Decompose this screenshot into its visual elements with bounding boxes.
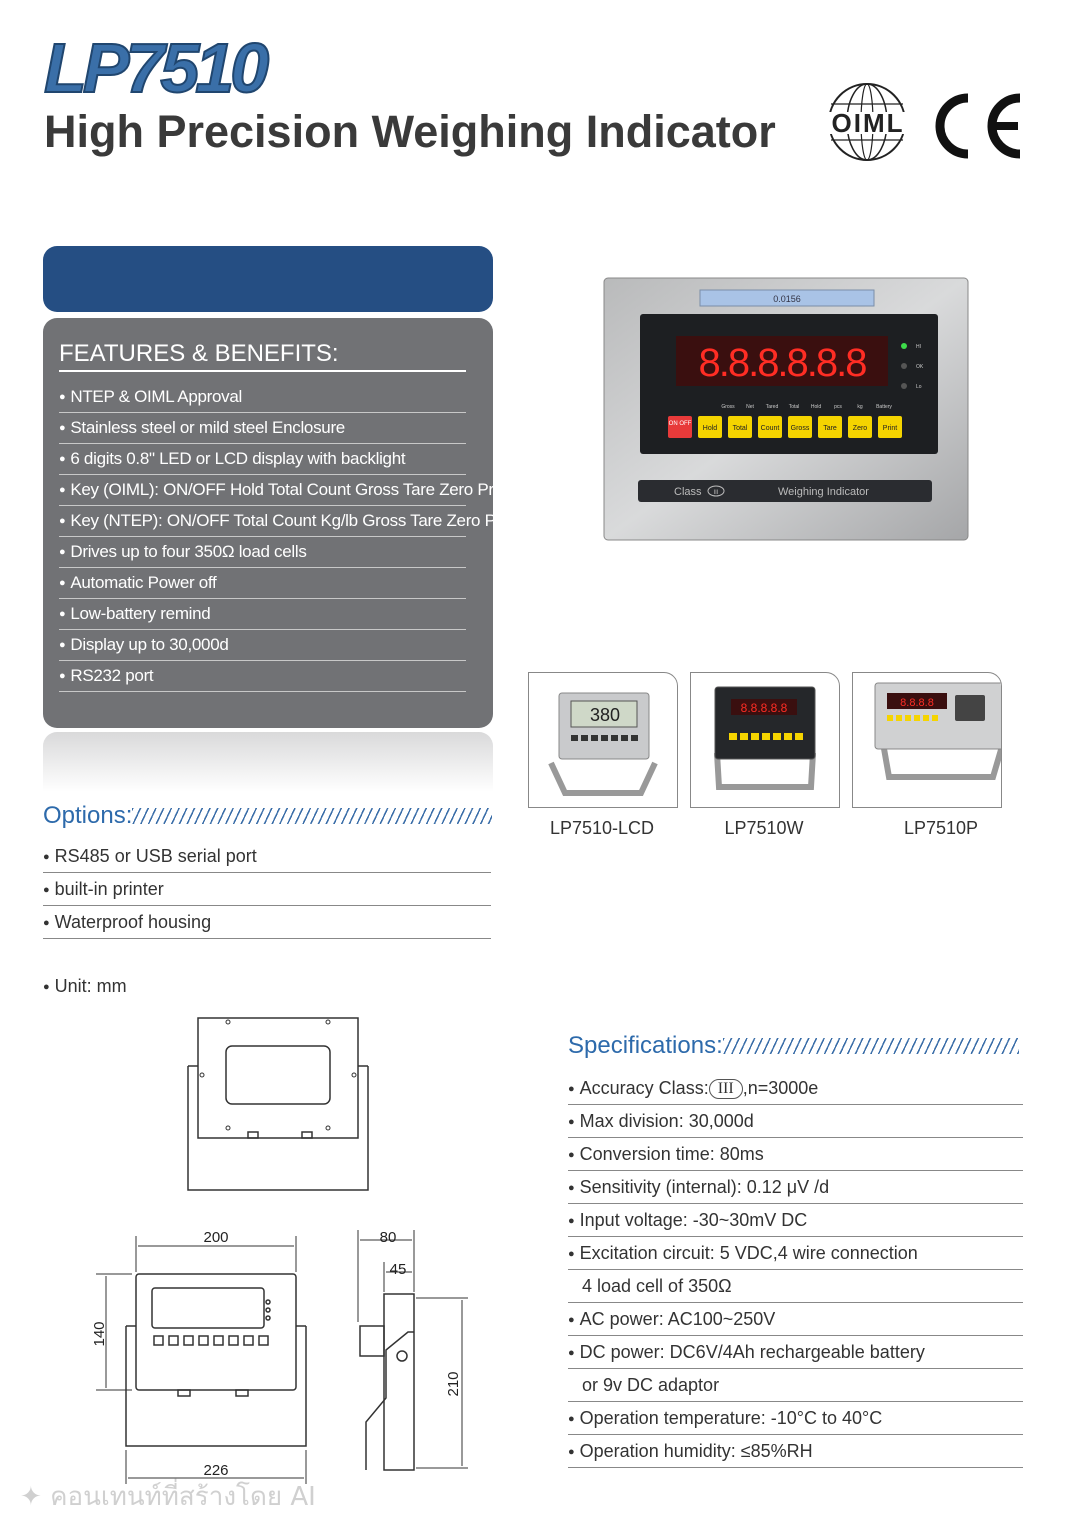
feature-item: ● Stainless steel or mild steel Enclosure <box>59 413 466 444</box>
variant-lcd-display: 380 <box>589 705 621 725</box>
indicator-label: Total <box>788 404 800 410</box>
option-item: ● RS485 or USB serial port <box>43 840 491 873</box>
specs-header <box>568 1032 1023 1066</box>
indicator-label: Tared <box>765 404 779 410</box>
oiml-logo <box>822 82 916 162</box>
spec-item: ● Excitation circuit: 5 VDC,4 wire connection <box>568 1237 1023 1270</box>
model-title: LP7510 <box>44 29 266 107</box>
dim-height: 140 <box>91 1321 108 1347</box>
lcd-strip-text: 0.0156 <box>773 294 801 304</box>
spec-item: ● AC power: AC100~250V <box>568 1303 1023 1336</box>
spec-item: ● DC power: DC6V/4Ah rechargeable battery <box>568 1336 1023 1369</box>
feature-item: ● NTEP & OIML Approval <box>59 382 466 413</box>
on-off-button[interactable] <box>668 416 692 438</box>
variant-p-image <box>853 673 1002 807</box>
indicator-label: Gross <box>721 404 735 410</box>
gross-label: Gross <box>790 425 810 432</box>
options-list <box>43 840 491 939</box>
oiml-text: OIML <box>831 108 905 138</box>
specs-list <box>568 1072 1023 1468</box>
features-title: FEATURES & BENEFITS: <box>59 340 466 372</box>
led-lo <box>901 383 907 389</box>
option-item: ● built-in printer <box>43 873 491 906</box>
indicator-label: Hold <box>810 404 822 410</box>
indicator-label: kg <box>857 404 863 410</box>
variant-w-card <box>690 672 840 808</box>
feature-item: ● Drives up to four 350Ω load cells <box>59 537 466 568</box>
panel-reflection <box>43 732 493 792</box>
led-ok <box>901 363 907 369</box>
feature-item: ● 6 digits 0.8" LED or LCD display with backlight <box>59 444 466 475</box>
variant-label: LP7510W <box>724 818 804 838</box>
spec-item: ● Max division: 30,000d <box>568 1105 1023 1138</box>
ai-watermark <box>20 1476 316 1517</box>
zero-label: Zero <box>852 425 868 432</box>
class-mark: III <box>713 490 719 496</box>
feature-item: ● Low-battery remind <box>59 599 466 630</box>
feature-item: ● Key (NTEP): ON/OFF Total Count Kg/lb Gross Tare Zero Print <box>59 506 466 537</box>
accuracy-rest: ,n=3000e <box>742 1078 819 1098</box>
option-item: ● Waterproof housing <box>43 906 491 939</box>
variant-label: LP7510P <box>903 818 979 838</box>
specs-title: Specifications: <box>568 1032 723 1059</box>
options-header <box>43 802 493 836</box>
indicator-label: Net <box>746 404 754 410</box>
main-device-image <box>600 276 972 542</box>
count-label: Count <box>760 425 780 432</box>
dim-depth: 80 <box>379 1229 397 1246</box>
total-label: Total <box>732 425 748 432</box>
variant-w-display: 8.8.8.8.8 <box>740 701 788 715</box>
dim-depth-inner: 45 <box>389 1261 407 1278</box>
dim-base: 226 <box>203 1462 229 1479</box>
hold-label: Hold <box>702 425 718 432</box>
hatch-divider <box>132 808 492 824</box>
feature-item: ● RS232 port <box>59 661 466 692</box>
front-view-drawing <box>84 1222 324 1490</box>
spec-item: ● Sensitivity (internal): 0.12 μV /d <box>568 1171 1023 1204</box>
title-bar <box>43 246 493 312</box>
printer-slot <box>955 695 985 721</box>
product-subtitle: High Precision Weighing Indicator <box>44 106 776 157</box>
indicator-label: Battery <box>876 404 892 410</box>
ce-mark <box>930 90 1026 162</box>
variant-lcd-card <box>528 672 678 808</box>
led-hi <box>901 343 907 349</box>
feature-item: ● Display up to 30,000d <box>59 630 466 661</box>
side-led-label: HI <box>916 344 921 350</box>
dim-width: 200 <box>203 1229 229 1246</box>
spec-item: ● Operation temperature: -10°C to 40°C <box>568 1402 1023 1435</box>
features-panel <box>43 318 519 728</box>
accuracy-class-badge: III <box>709 1079 743 1099</box>
feature-item: ● Key (OIML): ON/OFF Hold Total Count Gross Tare Zero Print <box>59 475 466 506</box>
feature-item: ● Automatic Power off <box>59 568 466 599</box>
side-view-drawing <box>346 1222 476 1474</box>
led-display: 8.8.8.8.8.8 <box>698 341 866 385</box>
side-led-label: Lo <box>916 384 922 390</box>
accuracy-label: Accuracy Class: <box>579 1078 709 1098</box>
spec-item: ● Operation humidity: ≤85%RH <box>568 1435 1023 1468</box>
watermark-text: คอนเทนท์ที่สร้างโดย AI <box>50 1482 316 1512</box>
variant-w-image <box>691 673 839 807</box>
hatch-divider <box>723 1038 1019 1054</box>
variant-p-display: 8.8.8.8 <box>900 697 934 709</box>
dim-total-height: 210 <box>445 1371 462 1397</box>
spec-item: ● Input voltage: -30~30mV DC <box>568 1204 1023 1237</box>
sparkle-icon: ✦ <box>20 1482 51 1512</box>
unit-note: ● Unit: mm <box>43 976 127 997</box>
indicator-name: Weighing Indicator <box>778 486 869 498</box>
spec-item-continued: or 9v DC adaptor <box>568 1369 1023 1402</box>
tare-label: Tare <box>823 425 837 432</box>
on-off-label: ON OFF <box>668 421 692 427</box>
variant-label: LP7510-LCD <box>549 818 655 838</box>
print-label: Print <box>882 425 898 432</box>
class-text: Class <box>674 486 702 498</box>
indicator-label: pcs <box>834 404 842 410</box>
spec-item: ● Conversion time: 80ms <box>568 1138 1023 1171</box>
side-led-label: OK <box>916 364 924 370</box>
features-list <box>59 382 519 692</box>
options-title: Options: <box>43 802 133 829</box>
variant-lcd-image <box>529 673 677 807</box>
spec-item-continued: 4 load cell of 350Ω <box>568 1270 1023 1303</box>
top-view-drawing <box>180 1010 380 1196</box>
variant-p-card <box>852 672 1002 808</box>
spec-item-accuracy <box>568 1072 1023 1105</box>
